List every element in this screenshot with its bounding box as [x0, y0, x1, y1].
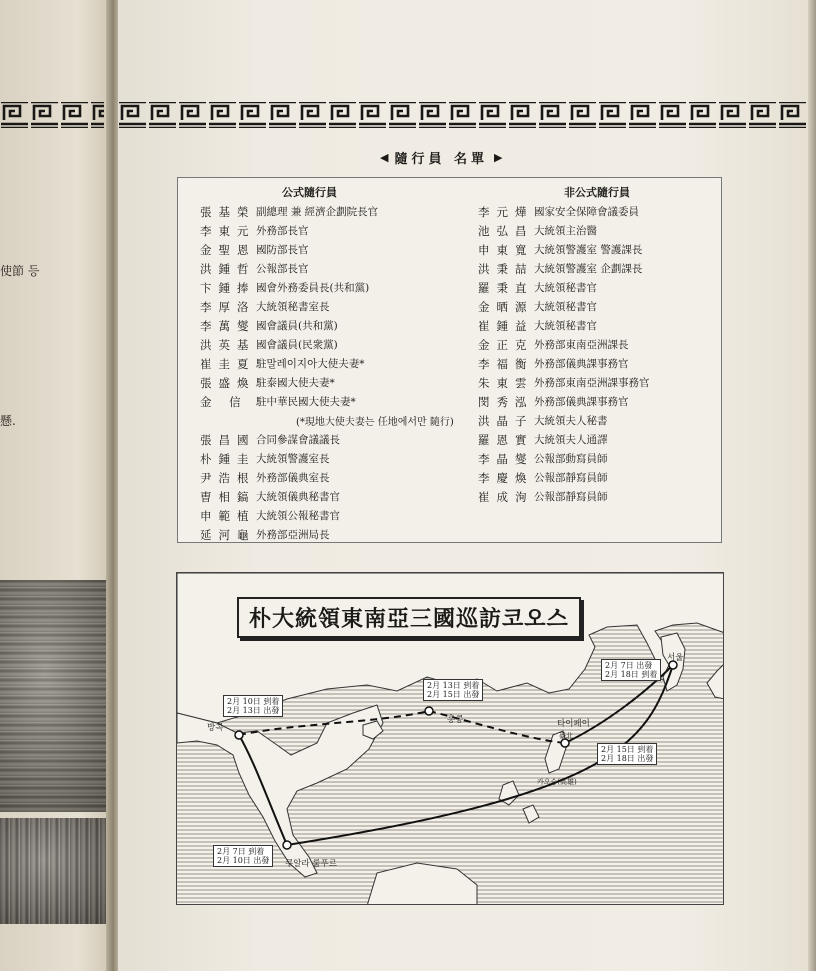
- member-position: 大統領秘書官: [534, 282, 597, 294]
- roster-row: [200, 468, 454, 487]
- member-position: 外務部東南亞洲課事務官: [534, 377, 650, 389]
- member-name: 金晒源: [478, 299, 534, 314]
- member-name: 洪晶子: [478, 413, 534, 428]
- member-position: 大統領夫人通譯: [534, 434, 608, 446]
- member-name: 李元燁: [478, 204, 534, 219]
- city-label-taipei: 타이페이: [557, 719, 590, 729]
- member-position: 大統領警護室 警護課長: [534, 244, 643, 256]
- roster-row: [478, 449, 650, 468]
- official-entourage-list: [200, 202, 454, 544]
- left-page-strip: [0, 0, 112, 971]
- member-name: 朴鍾圭: [200, 451, 256, 466]
- roster-row: [478, 259, 650, 278]
- roster-row: [478, 487, 650, 506]
- roster-row: [478, 411, 650, 430]
- member-name: 李福衡: [478, 356, 534, 371]
- member-position: 合同參謀會議議長: [256, 434, 340, 446]
- roster-row: [478, 316, 650, 335]
- roster-row: [200, 316, 454, 335]
- city-marker-bangkok: [235, 731, 243, 739]
- member-name: 閔秀泓: [478, 394, 534, 409]
- member-position: 駐泰國大使夫妻*: [256, 377, 335, 389]
- page-edge-shadow: [808, 0, 816, 971]
- member-position: 外務部長官: [256, 225, 309, 237]
- roster-row: [200, 449, 454, 468]
- member-name: 崔鍾益: [478, 318, 534, 333]
- member-position: 國會議員(民衆黨): [256, 339, 338, 351]
- member-position: 大統領秘書官: [534, 301, 597, 313]
- city-label-seoul: 서울: [667, 653, 684, 663]
- member-position: 大統領警護室長: [256, 453, 330, 465]
- roster-row: [200, 297, 454, 316]
- city-label-hongkong: 홍콩: [447, 715, 464, 725]
- hongkong-schedule-tag: [423, 679, 483, 701]
- member-position: 大統領警護室 企劃課長: [534, 263, 643, 275]
- member-position: 國家安全保障會議委員: [534, 206, 639, 218]
- roster-row: [200, 430, 454, 449]
- member-name: 李厚洛: [200, 299, 256, 314]
- member-name: 延河龜: [200, 527, 256, 542]
- member-name: 張基榮: [200, 204, 256, 219]
- roster-row: [200, 373, 454, 392]
- roster-row: [200, 354, 454, 373]
- roster-row: [200, 202, 454, 221]
- member-position: 副總理 兼 經濟企劃院長官: [256, 206, 379, 218]
- member-name: 金正克: [478, 337, 534, 352]
- right-triangle-icon: ▶: [494, 151, 503, 164]
- taipei-schedule-tag: [597, 743, 657, 765]
- seoul-departure: 2月 7日 出發: [605, 661, 653, 670]
- roster-row: [200, 506, 454, 525]
- left-page-text-fragment: 懸.: [0, 414, 16, 428]
- member-name: 申範植: [200, 508, 256, 523]
- city-marker-hongkong: [425, 707, 433, 715]
- seoul-schedule-tag: [601, 659, 661, 681]
- member-name: 卞鍾捧: [200, 280, 256, 295]
- roster-row: [200, 221, 454, 240]
- left-page-photo-crowd: [0, 580, 112, 812]
- member-name: 洪秉喆: [478, 261, 534, 276]
- member-position: 外務部東南亞洲課長: [534, 339, 629, 351]
- hongkong-departure: 2月 15日 出發: [427, 690, 480, 699]
- member-name: 金 信: [200, 394, 248, 409]
- member-name: 李萬燮: [200, 318, 256, 333]
- member-name: 朱東雲: [478, 375, 534, 390]
- member-position: 國會外務委員長(共和黨): [256, 282, 370, 294]
- member-position: 大統領儀典秘書官: [256, 491, 340, 503]
- map-title: 朴大統領東南亞三國巡訪코오스: [237, 597, 581, 638]
- roster-row: [478, 430, 650, 449]
- member-name: 池弘昌: [478, 223, 534, 238]
- member-position: 大統領主治醫: [534, 225, 597, 237]
- member-position: 大統領公報秘書官: [256, 510, 340, 522]
- member-name: 崔成洵: [478, 489, 534, 504]
- member-position: 大統領秘書官: [534, 320, 597, 332]
- kl-departure: 2月 10日 出發: [217, 856, 270, 865]
- member-name: 李東元: [200, 223, 256, 238]
- member-name: 李晶燮: [478, 451, 534, 466]
- taipei-departure: 2月 18日 出發: [601, 754, 654, 763]
- member-name: 羅秉直: [478, 280, 534, 295]
- member-name: 張盛煥: [200, 375, 256, 390]
- roster-row: [200, 259, 454, 278]
- roster-row: [478, 373, 650, 392]
- city-label-bangkok: 방콕: [207, 723, 224, 733]
- member-position: 駐말레이지아大使夫妻*: [256, 358, 365, 370]
- roster-row: [200, 335, 454, 354]
- official-entourage-heading: 公式隨行員: [282, 186, 337, 199]
- kl-arrival: 2月 7日 到着: [217, 847, 265, 856]
- roster-row: [478, 354, 650, 373]
- roster-footnote: [200, 411, 454, 430]
- member-position: 外務部儀典課事務官: [534, 358, 629, 370]
- member-position: 國防部長官: [256, 244, 309, 256]
- roster-row: [478, 278, 650, 297]
- member-position: 大統領秘書室長: [256, 301, 330, 313]
- city-marker-kl: [283, 841, 291, 849]
- roster-row: [478, 240, 650, 259]
- member-position: 公報部動寫員師: [534, 453, 608, 465]
- bangkok-arrival: 2月 10日 到着: [227, 697, 280, 706]
- member-position: 公報部靜寫員師: [534, 491, 608, 503]
- member-name: 張昌國: [200, 432, 256, 447]
- member-position: 外務部亞洲局長: [256, 529, 330, 541]
- unofficial-entourage-list: [478, 202, 650, 506]
- entourage-list-box: [177, 177, 722, 543]
- taipei-arrival: 2月 15日 到着: [601, 745, 654, 754]
- member-name: 曺相鎬: [200, 489, 256, 504]
- route-map: [176, 572, 724, 905]
- member-name: 羅恩實: [478, 432, 534, 447]
- roster-row: [478, 392, 650, 411]
- member-position: 國會議員(共和黨): [256, 320, 338, 332]
- roster-row: [478, 221, 650, 240]
- kl-schedule-tag: [213, 845, 273, 867]
- member-position: 大統領夫人秘書: [534, 415, 608, 427]
- member-name: 崔圭夏: [200, 356, 256, 371]
- member-position: 外務部儀典室長: [256, 472, 330, 484]
- roster-row: [200, 240, 454, 259]
- unofficial-entourage-heading: 非公式隨行員: [564, 186, 630, 199]
- member-name: 申東寬: [478, 242, 534, 257]
- member-position: 駐中華民國大使夫妻*: [256, 396, 356, 408]
- roster-row: [478, 468, 650, 487]
- roster-row: [200, 487, 454, 506]
- member-position: 公報部長官: [256, 263, 309, 275]
- member-name: 洪英基: [200, 337, 256, 352]
- roster-row: [200, 278, 454, 297]
- left-greek-key-border: [0, 100, 112, 130]
- city-label-kaohsiung: 카오슝(高雄): [537, 778, 577, 786]
- roster-row: [200, 392, 454, 411]
- roster-row: [478, 202, 650, 221]
- roster-row: [478, 297, 650, 316]
- roster-row: [200, 525, 454, 544]
- member-name: 洪鍾哲: [200, 261, 256, 276]
- left-page-text-fragment: 使節 등: [0, 264, 40, 278]
- bangkok-departure: 2月 13日 出發: [227, 706, 280, 715]
- hongkong-arrival: 2月 13日 到着: [427, 681, 480, 690]
- member-name: 尹浩根: [200, 470, 256, 485]
- member-name: 李慶煥: [478, 470, 534, 485]
- footnote-text: (*現地大使夫妻는 任地에서만 隨行): [296, 417, 454, 428]
- member-name: 金聖恩: [200, 242, 256, 257]
- list-title: [380, 148, 502, 167]
- left-page-photo-march: [0, 818, 112, 924]
- member-position: 外務部儀典課事務官: [534, 396, 629, 408]
- list-title-text: 隨行員 名單: [394, 152, 488, 167]
- city-label-kuala-lumpur: 쿠알라 룸푸르: [285, 859, 337, 869]
- member-position: 公報部靜寫員師: [534, 472, 608, 484]
- city-label-taipei-hanja: 臺北: [559, 732, 573, 740]
- greek-key-border: [118, 100, 808, 130]
- roster-row: [478, 335, 650, 354]
- bangkok-schedule-tag: [223, 695, 283, 717]
- left-triangle-icon: ◀: [380, 151, 389, 164]
- seoul-arrival: 2月 18日 到着: [605, 670, 658, 679]
